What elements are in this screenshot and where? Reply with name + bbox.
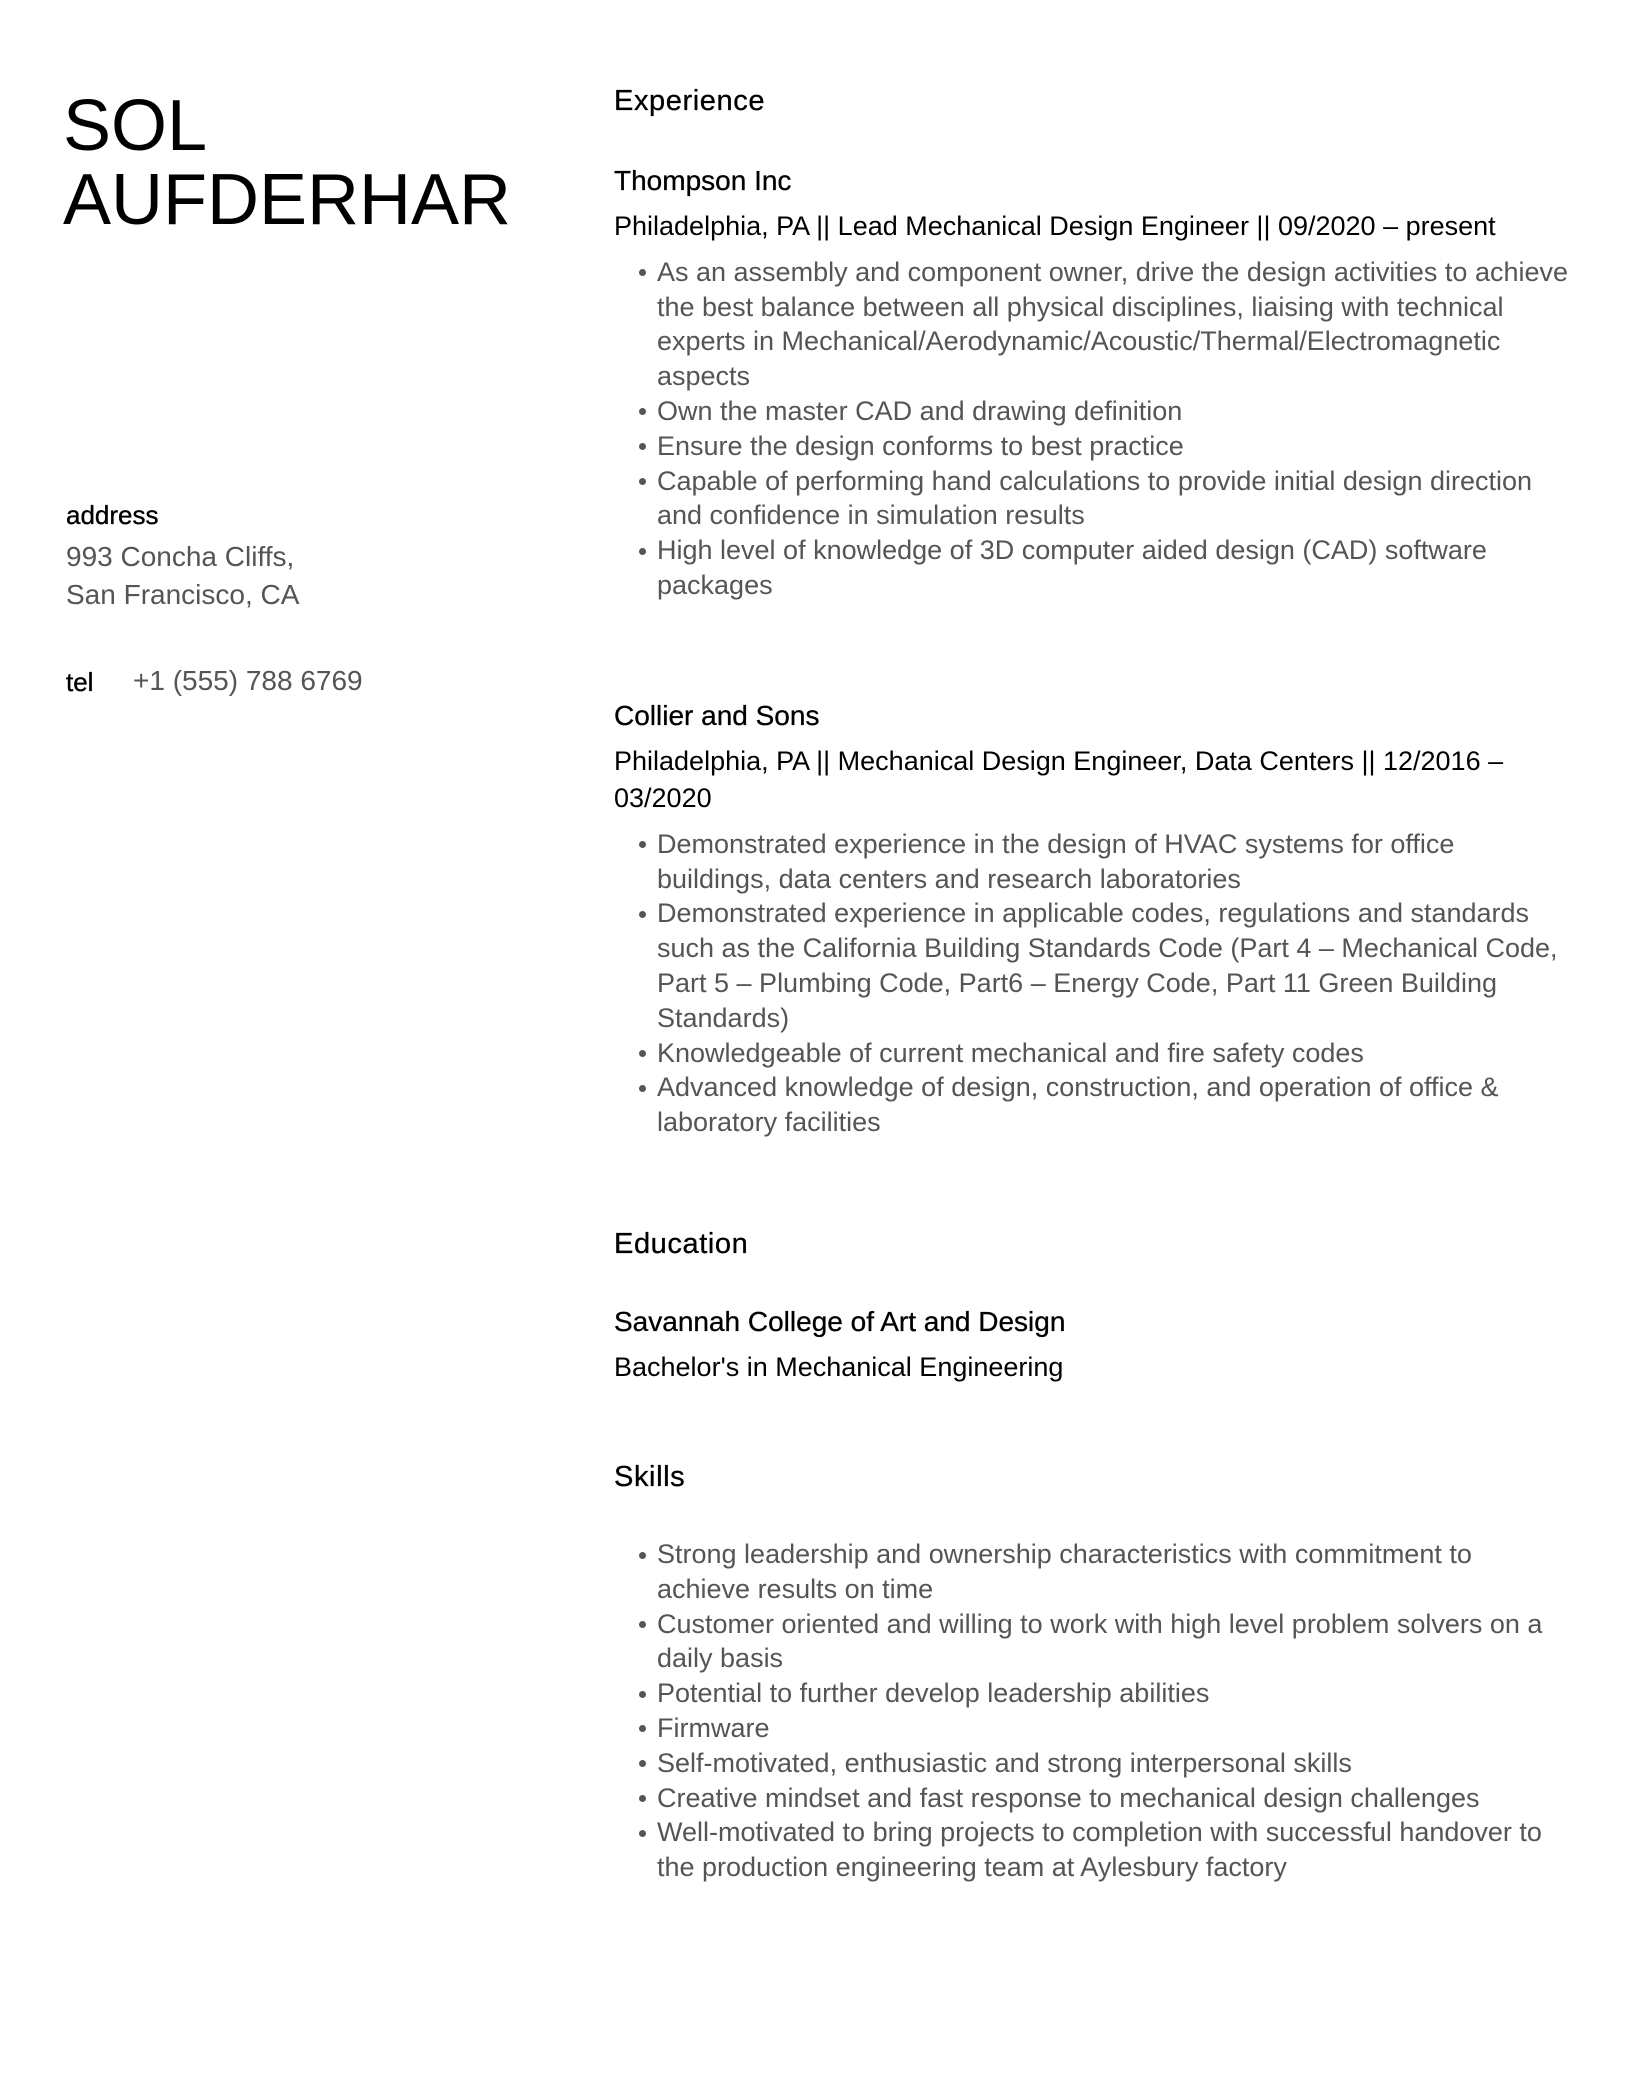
- skills-list: [614, 1537, 1572, 1885]
- list-item: High level of knowledge of 3D computer aided design (CAD) software packages: [657, 533, 1572, 603]
- list-item: Ensure the design conforms to best practice: [657, 429, 1572, 464]
- list-item: Creative mindset and fast response to mechanical design challenges: [657, 1781, 1572, 1816]
- list-item: Strong leadership and ownership characteristics with commitment to achieve results on time: [657, 1537, 1572, 1607]
- address-line-2: San Francisco, CA: [66, 579, 300, 610]
- list-item: Own the master CAD and drawing definition: [657, 394, 1572, 429]
- list-item: Self-motivated, enthusiastic and strong interpersonal skills: [657, 1746, 1572, 1781]
- address-label: address: [66, 500, 159, 530]
- company-name: Collier and Sons: [614, 700, 820, 731]
- list-item: Potential to further develop leadership abilities: [657, 1676, 1572, 1711]
- list-item: Demonstrated experience in the design of HVAC systems for office buildings, data centers and research laboratories: [657, 827, 1572, 897]
- list-item: Advanced knowledge of design, construction, and operation of office & laboratory facilities: [657, 1070, 1572, 1140]
- list-item: Knowledgeable of current mechanical and fire safety codes: [657, 1036, 1572, 1071]
- company-name: Thompson Inc: [614, 165, 792, 196]
- job-entry: [614, 163, 1572, 603]
- job-details: Philadelphia, PA || Mechanical Design Engineer, Data Centers || 12/2016 – 03/2020: [614, 745, 1504, 813]
- list-item: Capable of performing hand calculations to provide initial design direction and confidence in simulation results: [657, 464, 1572, 534]
- skills-heading: Skills: [614, 1461, 686, 1493]
- list-item: Demonstrated experience in applicable codes, regulations and standards such as the California Building Standards Code (Part 4 – Mechanical Code, Part 5 – Plumbing Code, Part6 – Energy Code, Part 11 Green Building Standards): [657, 896, 1572, 1035]
- list-item: Customer oriented and willing to work with high level problem solvers on a daily basis: [657, 1607, 1572, 1677]
- education-entry: [614, 1304, 1572, 1386]
- education-heading: Education: [614, 1228, 749, 1260]
- list-item: Firmware: [657, 1711, 1572, 1746]
- skills-entry: [614, 1537, 1572, 1885]
- experience-heading: Experience: [614, 85, 766, 117]
- job-details: Philadelphia, PA || Lead Mechanical Design Engineer || 09/2020 – present: [614, 210, 1496, 241]
- first-name: SOL: [63, 86, 208, 166]
- address-value: [66, 538, 299, 614]
- job-bullets: [614, 827, 1572, 1140]
- degree: Bachelor's in Mechanical Engineering: [614, 1351, 1064, 1382]
- address-line-1: 993 Concha Cliffs,: [66, 541, 295, 572]
- tel-value: +1 (555) 788 6769: [133, 665, 363, 696]
- tel-label: tel: [66, 667, 94, 697]
- list-item: Well-motivated to bring projects to completion with successful handover to the production engineering team at Aylesbury factory: [657, 1815, 1572, 1885]
- list-item: As an assembly and component owner, drive the design activities to achieve the best balance between all physical disciplines, liaising with technical experts in Mechanical/Aerodynamic/Acoustic/Thermal/Electromagnetic aspects: [657, 255, 1572, 394]
- job-bullets: [614, 255, 1572, 603]
- last-name: AUFDERHAR: [63, 160, 512, 240]
- candidate-name: [63, 86, 512, 240]
- job-entry: [614, 698, 1572, 1140]
- school-name: Savannah College of Art and Design: [614, 1306, 1066, 1337]
